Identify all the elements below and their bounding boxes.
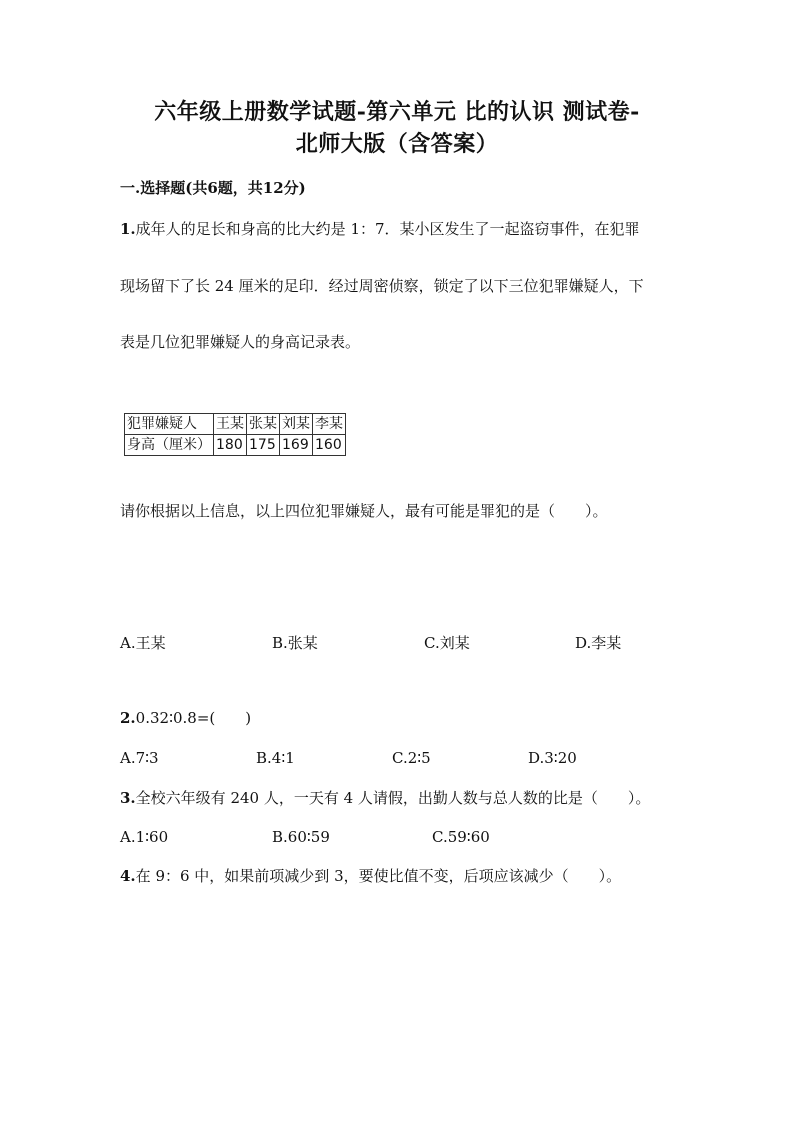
- question-1-line-2: 现场留下了长 24 厘米的足印．经过周密侦察，锁定了以下三位犯罪嫌疑人，下: [120, 277, 644, 295]
- question-2-option-d[interactable]: D.3∶20: [528, 749, 577, 767]
- question-1-line-3: 表是几位犯罪嫌疑人的身高记录表。: [120, 333, 361, 351]
- table-cell: 160: [313, 435, 346, 456]
- question-3-option-c[interactable]: C.59∶60: [432, 828, 490, 846]
- suspect-height-table: [124, 413, 346, 456]
- question-4-text: 在 9：6 中，如果前项减少到 3，要使比值不变，后项应该减少（ ）。: [135, 867, 622, 885]
- page-title-line-2: 北师大版（含答案）: [295, 131, 499, 157]
- question-3-number: 3.: [120, 789, 136, 807]
- question-1-line-1: [120, 219, 640, 239]
- question-2-number: 2.: [120, 709, 136, 727]
- question-2-line: [120, 708, 251, 728]
- question-1-prompt: 请你根据以上信息，以上四位犯罪嫌疑人，最有可能是罪犯的是（ ）。: [120, 502, 608, 520]
- question-1-option-b[interactable]: B.张某: [272, 634, 318, 652]
- question-3-option-a[interactable]: A.1∶60: [120, 828, 169, 846]
- table-cell: 王某: [214, 414, 247, 435]
- question-3-option-b[interactable]: B.60∶59: [272, 828, 330, 846]
- question-1-option-d[interactable]: D.李某: [575, 634, 622, 652]
- table-cell: 175: [247, 435, 280, 456]
- question-3-text: 全校六年级有 240 人，一天有 4 人请假，出勤人数与总人数的比是（ ）。: [135, 789, 651, 807]
- question-4-line: [120, 866, 621, 886]
- page-title-line-1: 六年级上册数学试题-第六单元 比的认识 测试卷-: [154, 99, 640, 125]
- question-2-option-c[interactable]: C.2∶5: [392, 749, 431, 767]
- question-2-text: 0.32∶0.8=( ): [135, 709, 252, 727]
- question-1-number: 1.: [120, 220, 136, 238]
- section-heading: 一.选择题(共6题，共12分): [120, 179, 306, 197]
- question-1-option-a[interactable]: A.王某: [120, 634, 166, 652]
- table-cell: 169: [280, 435, 313, 456]
- question-4-number: 4.: [120, 867, 136, 885]
- question-1-text-1: 成年人的足长和身高的比大约是 1：7．某小区发生了一起盗窃事件，在犯罪: [135, 220, 640, 238]
- table-cell: 刘某: [280, 414, 313, 435]
- table-cell: 180: [214, 435, 247, 456]
- table-row: [125, 435, 346, 456]
- question-3-line: [120, 788, 650, 808]
- table-cell: 犯罪嫌疑人: [125, 414, 214, 435]
- table-cell: 身高（厘米）: [125, 435, 214, 456]
- question-1-option-c[interactable]: C.刘某: [424, 634, 470, 652]
- table-header-row: [125, 414, 346, 435]
- question-2-option-b[interactable]: B.4∶1: [256, 749, 295, 767]
- table-cell: 李某: [313, 414, 346, 435]
- table-cell: 张某: [247, 414, 280, 435]
- question-2-option-a[interactable]: A.7∶3: [120, 749, 159, 767]
